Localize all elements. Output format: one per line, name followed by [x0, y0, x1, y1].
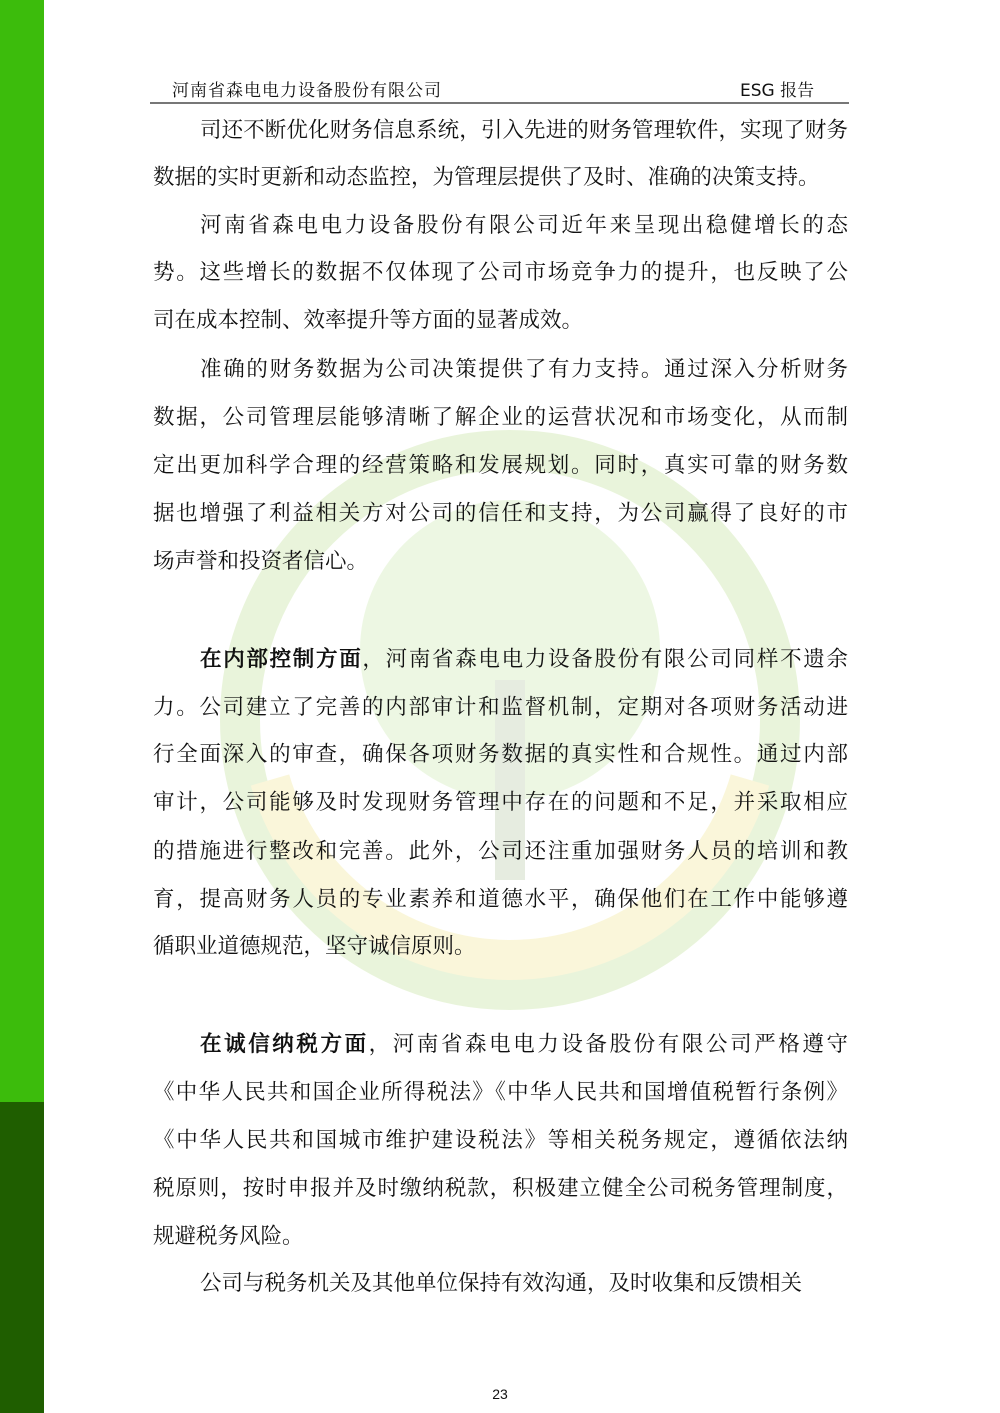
paragraph-text: 的措施进行整改和完善。此外，公司还注重加强财务人员的培训和教: [153, 839, 848, 864]
paragraph-line: [153, 403, 848, 433]
paragraph-line: [200, 645, 848, 675]
paragraph-text: 数据的实时更新和动态监控，为管理层提供了及时、准确的决策支持。: [153, 165, 820, 190]
side-bar-light: [0, 0, 44, 1102]
paragraph-text: 《中华人民共和国城市维护建设税法》等相关税务规定，遵循依法纳: [153, 1128, 848, 1153]
paragraph-text: 定出更加科学合理的经营策略和发展规划。同时，真实可靠的财务数: [153, 453, 848, 478]
paragraph-text: 审计，公司能够及时发现财务管理中存在的问题和不足，并采取相应: [153, 790, 848, 815]
paragraph-text: 据也增强了利益相关方对公司的信任和支持，为公司赢得了良好的市: [153, 501, 848, 526]
paragraph-text: 场声誉和投资者信心。: [153, 549, 369, 574]
paragraph-text: 数据，公司管理层能够清晰了解企业的运营状况和市场变化，从而制: [153, 405, 848, 430]
paragraph-line: [153, 1222, 848, 1252]
paragraph-text: 税原则，按时申报并及时缴纳税款，积极建立健全公司税务管理制度，: [153, 1176, 848, 1201]
paragraph-text: 行全面深入的审查，确保各项财务数据的真实性和合规性。通过内部: [153, 742, 848, 767]
header-report-label: ESG 报告: [740, 81, 815, 101]
page-number: 23: [492, 1386, 508, 1402]
paragraph-text: 势。这些增长的数据不仅体现了公司市场竞争力的提升，也反映了公: [153, 260, 848, 285]
paragraph-line: [153, 451, 848, 481]
paragraph-text: 育，提高财务人员的专业素养和道德水平，确保他们在工作中能够遵: [153, 887, 848, 912]
paragraph-text: 公司与税务机关及其他单位保持有效沟通，及时收集和反馈相关: [200, 1271, 803, 1296]
paragraph-line: [200, 1269, 848, 1299]
paragraph-line: [153, 499, 848, 529]
paragraph-text: 司在成本控制、效率提升等方面的显著成效。: [153, 308, 584, 333]
paragraph-text: 《中华人民共和国企业所得税法》《中华人民共和国增值税暂行条例》: [153, 1080, 848, 1105]
paragraph-text: 准确的财务数据为公司决策提供了有力支持。通过深入分析财务: [200, 357, 848, 382]
paragraph-lead-bold: 在内部控制方面: [200, 647, 363, 672]
paragraph-line: [153, 163, 848, 193]
paragraph-text: 河南省森电电力设备股份有限公司近年来呈现出稳健增长的态: [200, 213, 848, 238]
header-company: 河南省森电电力设备股份有限公司: [172, 81, 442, 101]
paragraph-text: 力。公司建立了完善的内部审计和监督机制，定期对各项财务活动进: [153, 695, 848, 720]
paragraph-line: [153, 306, 848, 336]
paragraph-line: [153, 740, 848, 770]
paragraph-lead-bold: 在诚信纳税方面: [200, 1032, 369, 1057]
paragraph-line: [153, 693, 848, 723]
paragraph-line: [153, 1126, 848, 1156]
side-bar-dark: [0, 1102, 44, 1413]
paragraph-line: [200, 1030, 848, 1060]
paragraph-line: [153, 788, 848, 818]
paragraph-line: [200, 116, 848, 146]
paragraph-line: [200, 355, 848, 385]
paragraph-line: [153, 885, 848, 915]
paragraph-line: [153, 837, 848, 867]
paragraph-line: [153, 932, 848, 962]
paragraph-line: [153, 1174, 848, 1204]
header-divider: [150, 102, 849, 104]
paragraph-line: [153, 547, 848, 577]
paragraph-line: [200, 211, 848, 241]
paragraph-line: [153, 1078, 848, 1108]
paragraph-text: 规避税务风险。: [153, 1224, 304, 1249]
paragraph-line: [153, 258, 848, 288]
paragraph-text: ，河南省森电电力设备股份有限公司同样不遗余: [362, 647, 848, 672]
paragraph-text: 司还不断优化财务信息系统，引入先进的财务管理软件，实现了财务: [200, 118, 848, 143]
paragraph-text: ，河南省森电电力设备股份有限公司严格遵守: [368, 1032, 848, 1057]
paragraph-text: 循职业道德规范，坚守诚信原则。: [153, 934, 476, 959]
